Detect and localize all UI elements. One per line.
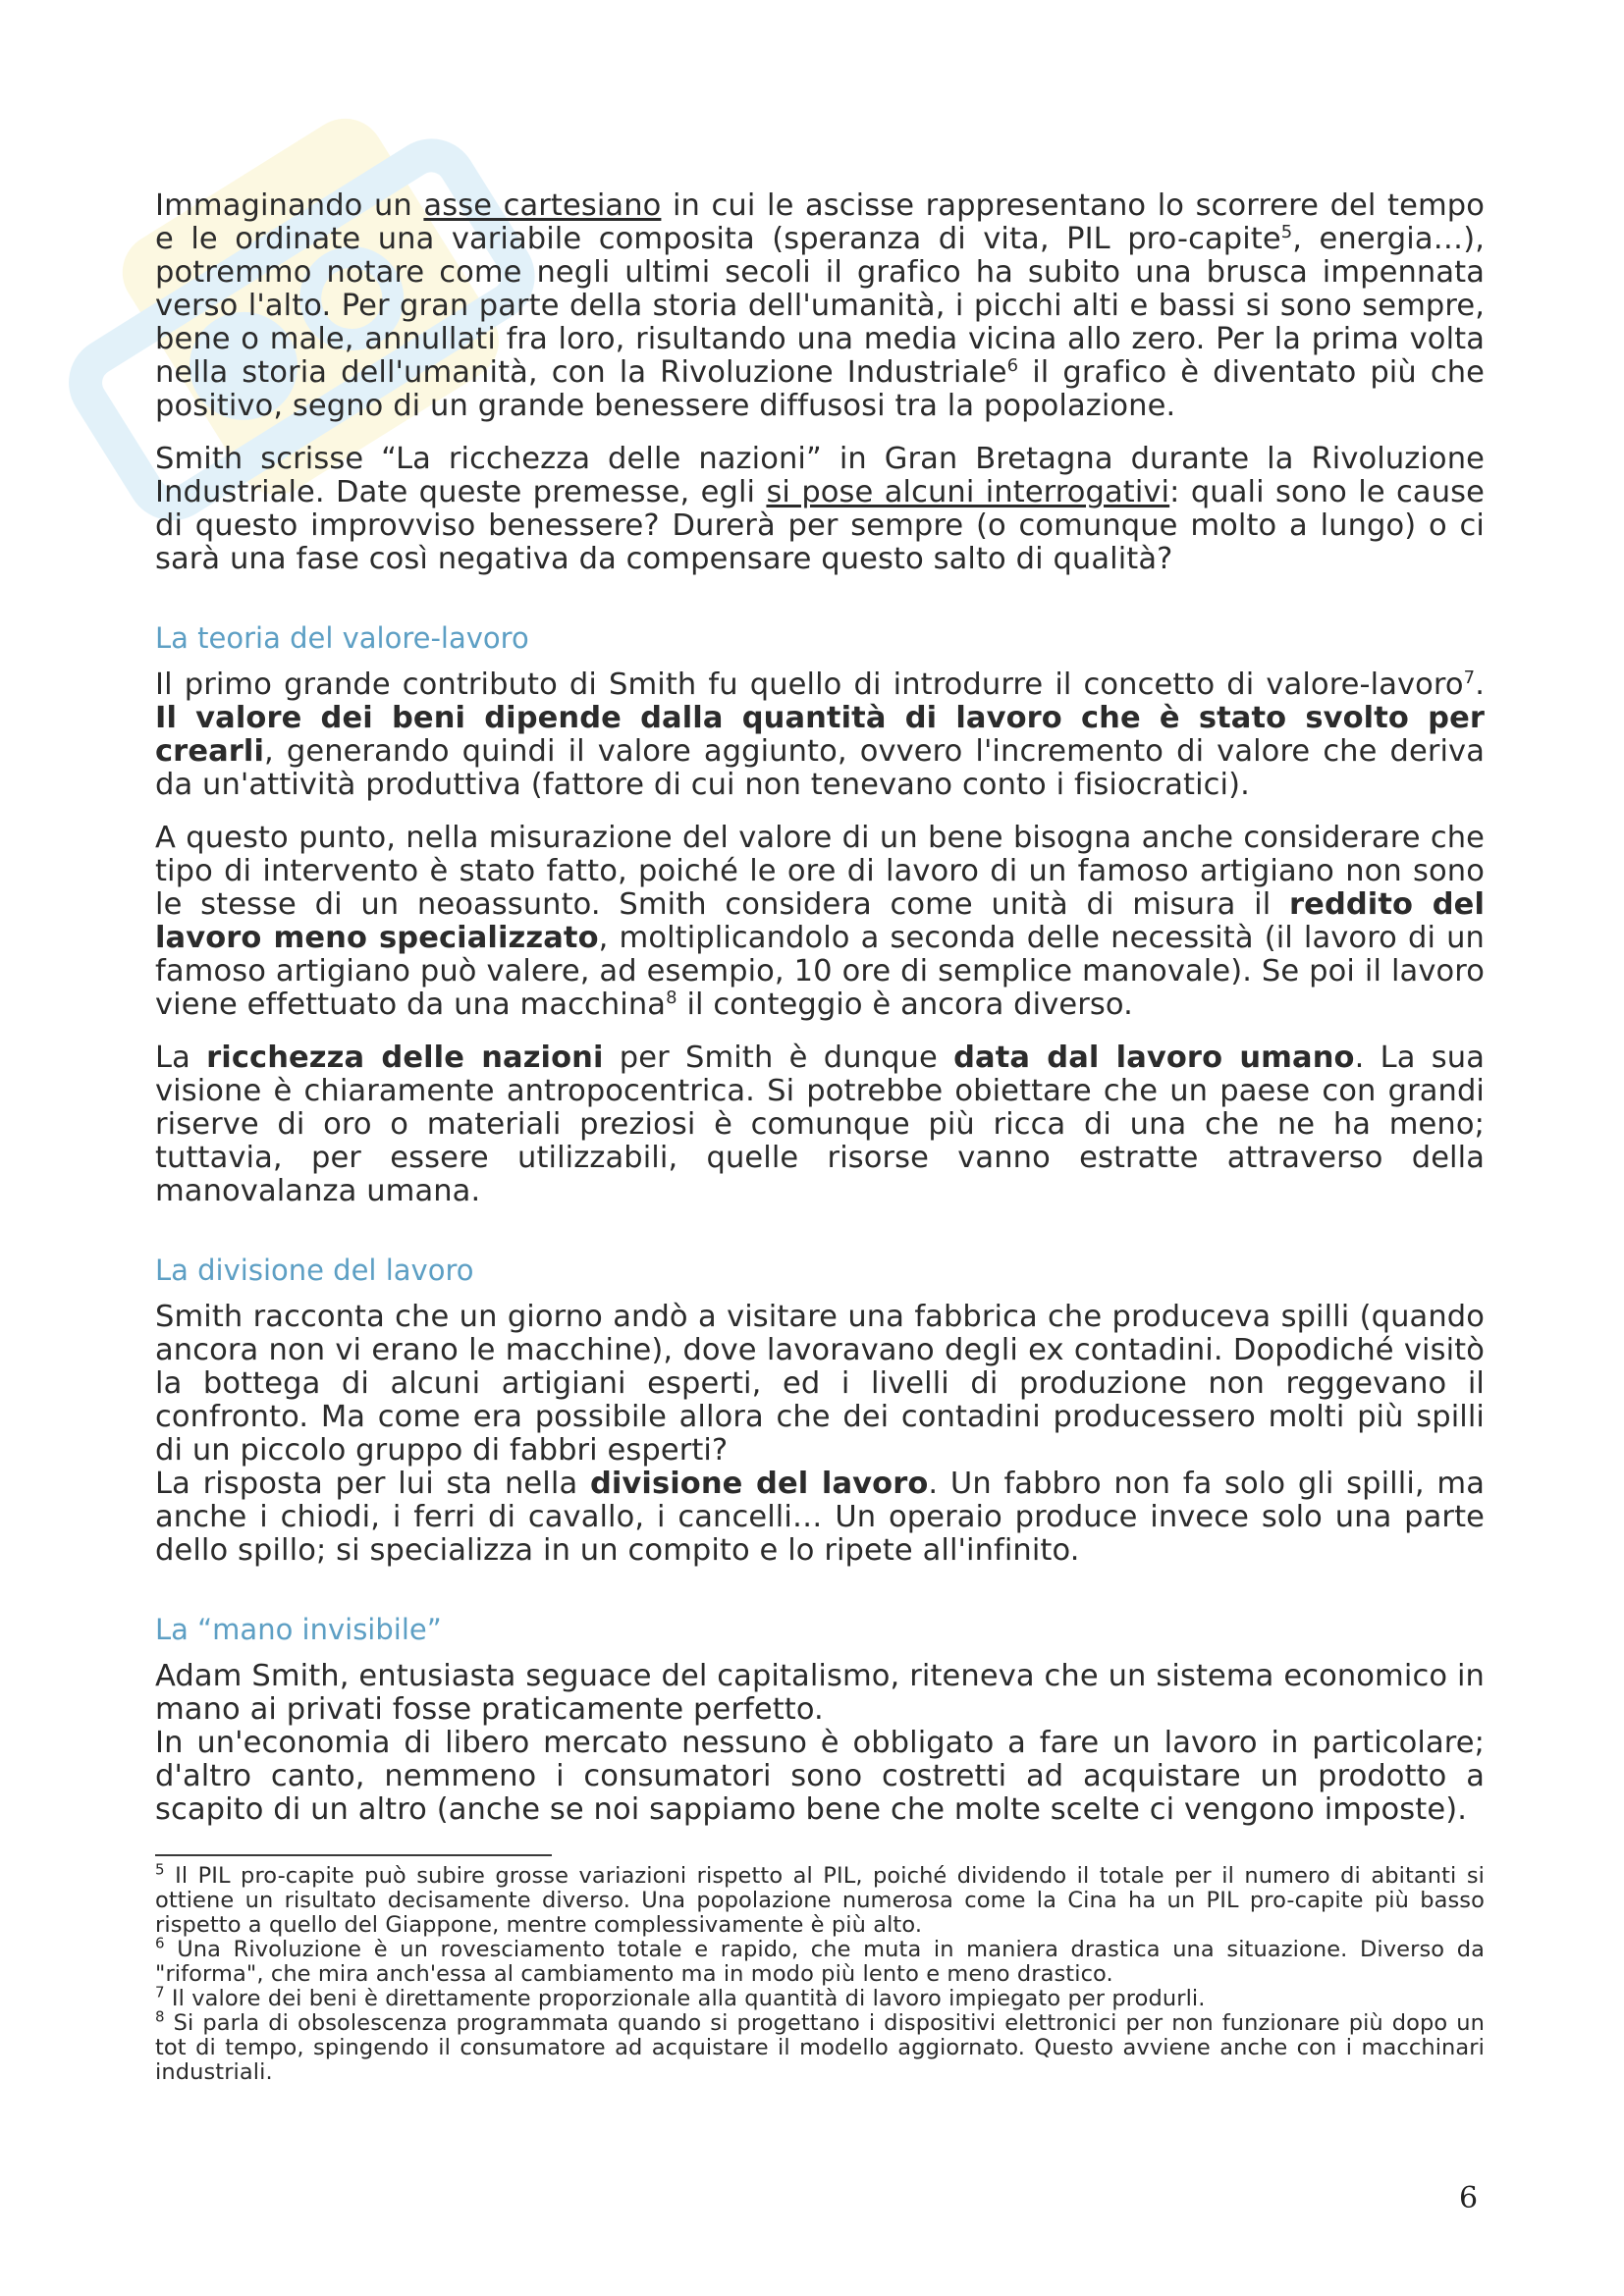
intro-paragraph-2: Smith scrisse “La ricchezza delle nazioni” in Gran Bretagna durante la Rivoluzione Industriale. Date queste premesse, egli si pose alcuni interrogativi: quali sono le cause di questo improvviso benessere? Durerà per sempre (o comunque molto a lungo) o ci sarà una fase così negativa da compensare questo salto di qualità? bbox=[155, 442, 1485, 576]
footnotes bbox=[155, 1860, 1485, 2085]
bold-phrase: Il valore dei beni dipende dalla quantità di lavoro che è stato svolto per crearli bbox=[155, 701, 1485, 769]
footnote-ref-5: 5 bbox=[1280, 221, 1293, 242]
bold-phrase: divisione del lavoro bbox=[589, 1467, 929, 1501]
invisible-hand-paragraph-2: In un'economia di libero mercato nessuno è obbligato a fare un lavoro in particolare; d'altro canto, nemmeno i consumatori sono costretti ad acquistare un prodotto a scapito di un altro (anche se noi sappiamo bene che molte scelte ci vengono imposte). bbox=[155, 1726, 1485, 1827]
footnote-7: $^7$ Il valore dei beni è direttamente proporzionale alla quantità di lavoro impiegato per produrli. bbox=[155, 1983, 1206, 2011]
footnote-8: $^8$ Si parla di obsolescenza programmata quando si progettano i dispositivi elettronici per non funzionare più dopo un tot di tempo, spingendo il consumatore ad acquistare il modello aggiornato. Questo avviene anche con i macchinari industriali. bbox=[155, 2007, 1485, 2085]
section-heading-division-labor: La divisione del lavoro bbox=[155, 1254, 474, 1287]
section-heading-invisible-hand: La “mano invisibile” bbox=[155, 1613, 442, 1646]
footnote-ref-8: 8 bbox=[666, 987, 677, 1008]
bold-phrase: reddito del lavoro meno specializzato bbox=[155, 887, 1485, 955]
intro-paragraph-1: Immaginando un asse cartesiano in cui le ascisse rappresentano lo scorrere del tempo e le ordinate una variabile composita (speranza di vita, PIL pro-capite$^5$, energia…), potremmo notare come negli ultimi secoli il grafico ha subito una brusca impennata verso l'alto. Per gran parte della storia dell'umanità, i picchi alti e bassi si sono sempre, bene o male, annullati fra loro, risultando una media vicina allo zero. Per la prima volta nella storia dell'umanità, con la Rivoluzione Industriale$^6$ il grafico è diventato più che positivo, segno di un grande benessere diffusosi tra la popolazione. bbox=[155, 188, 1485, 423]
division-labor-paragraph-2: La risposta per lui sta nella divisione del lavoro. Un fabbro non fa solo gli spilli, ma anche i chiodi, i ferri di cavallo, i cancelli… Un operaio produce invece solo una parte dello spillo; si specializza in un compito e lo ripete all'infinito. bbox=[155, 1467, 1485, 1568]
footnote-ref-6: 6 bbox=[1006, 354, 1019, 376]
value-labor-paragraph-2: A questo punto, nella misurazione del valore di un bene bisogna anche considerare che tipo di intervento è stato fatto, poiché le ore di lavoro di un famoso artigiano non sono le stesse di un neoassunto. Smith considera come unità di misura il reddito del lavoro meno specializzato, moltiplicandolo a seconda delle necessità (il lavoro di un famoso artigiano può valere, ad esempio, 10 ore di semplice manovale). Se poi il lavoro viene effettuato da una macchina$^8$ il conteggio è ancora diverso. bbox=[155, 821, 1485, 1022]
invisible-hand-paragraph-1: Adam Smith, entusiasta seguace del capitalismo, riteneva che un sistema economico in mano ai privati fosse praticamente perfetto. bbox=[155, 1659, 1485, 1727]
cartesian-axis-term: asse cartesiano bbox=[423, 188, 662, 223]
page-number: 6 bbox=[1459, 2181, 1479, 2216]
bold-phrase: ricchezza delle nazioni bbox=[206, 1041, 604, 1075]
section-heading-value-labor: La teoria del valore-lavoro bbox=[155, 621, 529, 655]
document-page bbox=[155, 189, 1485, 2085]
value-labor-paragraph-1: Il primo grande contributo di Smith fu quello di introdurre il concetto di valore-lavoro$^7$. Il valore dei beni dipende dalla quantità di lavoro che è stato svolto per crearli, generando quindi il valore aggiunto, ovvero l'incremento di valore che deriva da un'attività produttiva (fattore di cui non tenevano conto i fisiocratici). bbox=[155, 667, 1485, 802]
footnote-ref-7: 7 bbox=[1463, 667, 1476, 688]
footnote-6: $^6$ Una Rivoluzione è un rovesciamento totale e rapido, che muta in maniera drastica una situazione. Diverso da "riforma", che mira anch'essa al cambiamento ma in modo più lento e meno drastico. bbox=[155, 1934, 1485, 1987]
footnote-divider bbox=[155, 1854, 552, 1856]
division-labor-paragraph-1: Smith racconta che un giorno andò a visitare una fabbrica che produceva spilli (quando ancora non vi erano le macchine), dove lavoravano degli ex contadini. Dopodiché visitò la bottega di alcuni artigiani esperti, ed i livelli di produzione non reggevano il confronto. Ma come era possibile allora che dei contadini producessero molti più spilli di un piccolo gruppo di fabbri esperti? bbox=[155, 1300, 1485, 1468]
footnote-5: $^5$ Il PIL pro-capite può subire grosse variazioni rispetto al PIL, poiché dividendo il totale per il numero di abitanti si ottiene un risultato decisamente diverso. Una popolazione numerosa come la Cina ha un PIL pro-capite più basso rispetto a quello del Giappone, mentre complessivamente è più alto. bbox=[155, 1860, 1485, 1938]
value-labor-paragraph-3: La ricchezza delle nazioni per Smith è dunque data dal lavoro umano. La sua visione è chiaramente antropocentrica. Si potrebbe obiettare che un paese con grandi riserve di oro o materiali preziosi è comunque più ricca di una che ne ha meno; tuttavia, per essere utilizzabili, quelle risorse vanno estratte attraverso della manovalanza umana. bbox=[155, 1041, 1485, 1208]
bold-phrase: data dal lavoro umano bbox=[953, 1041, 1355, 1075]
underlined-phrase: si pose alcuni interrogativi bbox=[766, 475, 1170, 509]
